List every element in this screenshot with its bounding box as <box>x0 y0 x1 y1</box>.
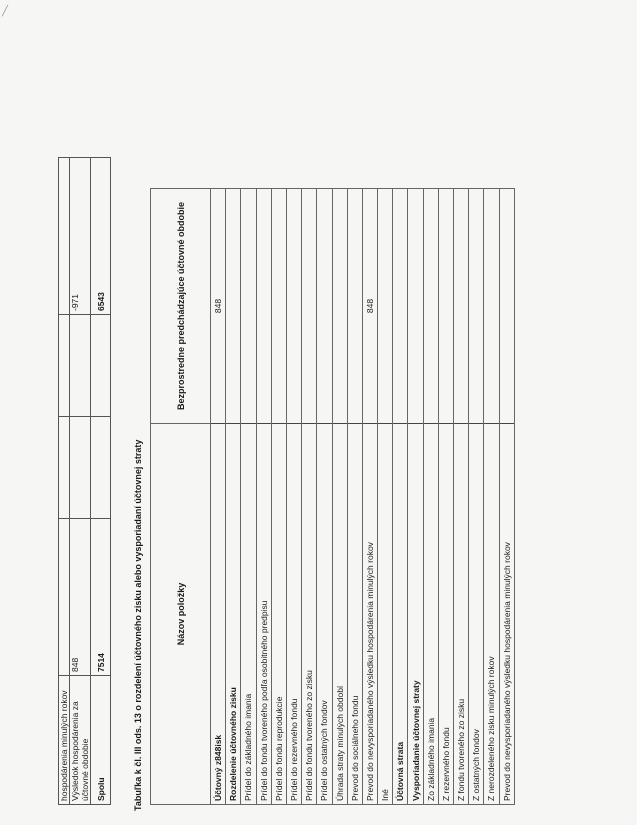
row-label: Prevod do sociálneho fondu <box>347 424 362 805</box>
table-row <box>362 189 377 805</box>
row-value <box>393 189 408 424</box>
table-row <box>347 189 362 805</box>
table-row <box>499 189 514 805</box>
table-row <box>378 189 393 805</box>
summary-table <box>58 157 111 805</box>
table-row <box>256 189 271 805</box>
cell-value <box>70 417 91 519</box>
table-row <box>286 189 301 805</box>
row-label: Z nerozdeleného zisku minulých rokov <box>484 424 499 805</box>
row-value <box>271 189 286 424</box>
cell-value <box>70 315 91 417</box>
cell-value <box>59 519 70 676</box>
cell-value <box>59 158 70 315</box>
table-caption: Tabuľka k čl. III ods. 13 o rozdelení účtovného zisku alebo vysporiadaní účtovnej straty <box>133 439 143 811</box>
row-label: Zo základného imania <box>423 424 438 805</box>
row-label: Prídel do fondu reprodukcie <box>271 424 286 805</box>
row-value <box>378 189 393 424</box>
column-header-value: Bezprostredne predchádzajúce účtovné obdobie <box>151 189 211 424</box>
table-row <box>423 189 438 805</box>
row-label: hospodárenia minulých rokov <box>59 676 70 805</box>
cell-value: -971 <box>70 158 91 315</box>
cell-value <box>91 417 111 519</box>
row-value <box>286 189 301 424</box>
row-label: Rozdelenie účtovného zisku <box>226 424 241 805</box>
distribution-table <box>150 188 515 805</box>
row-label: Prídel do fondu tvoreného zo zisku <box>302 424 317 805</box>
row-value <box>347 189 362 424</box>
row-value <box>226 189 241 424</box>
scan-edge-mark: ╱ <box>2 6 9 17</box>
cell-value <box>59 315 70 417</box>
table-row <box>211 189 226 805</box>
table-row <box>469 189 484 805</box>
table-row-total <box>91 158 111 805</box>
row-label: Z rezervného fondu <box>438 424 453 805</box>
row-label: Prevod do nevysporiadaného výsledku hospodárenia minulých rokov <box>499 424 514 805</box>
table-row <box>271 189 286 805</box>
table-row <box>393 189 408 805</box>
table-row <box>408 189 423 805</box>
row-value <box>302 189 317 424</box>
row-value <box>256 189 271 424</box>
row-value <box>438 189 453 424</box>
cell-value: 7514 <box>91 519 111 676</box>
row-value <box>499 189 514 424</box>
table-row <box>317 189 332 805</box>
row-label: Prevod do nevysporiadaného výsledku hospodárenia minulých rokov <box>362 424 377 805</box>
row-value <box>423 189 438 424</box>
table-row <box>302 189 317 805</box>
row-value <box>241 189 256 424</box>
row-value: 848 <box>362 189 377 424</box>
row-label: Prídel do ostatných fondov <box>317 424 332 805</box>
table-row <box>332 189 347 805</box>
row-label: Prídel do fondu tvoreného podľa osobitného predpisu <box>256 424 271 805</box>
row-label: Iné <box>378 424 393 805</box>
row-label: Z ostatných fondov <box>469 424 484 805</box>
row-label: Účtovný z848isk <box>211 424 226 805</box>
table-header-row <box>151 189 211 805</box>
row-value: 848 <box>211 189 226 424</box>
row-value <box>484 189 499 424</box>
row-label: Spolu <box>91 676 111 805</box>
row-value <box>317 189 332 424</box>
column-header-name: Názov položky <box>151 424 211 805</box>
row-label: Prídel do rezervného fondu <box>286 424 301 805</box>
row-label: Účtovná strata <box>393 424 408 805</box>
cell-value <box>91 315 111 417</box>
row-value <box>332 189 347 424</box>
table-row <box>484 189 499 805</box>
cell-value: 6543 <box>91 158 111 315</box>
row-value <box>469 189 484 424</box>
table-row <box>241 189 256 805</box>
row-value <box>408 189 423 424</box>
table-row <box>226 189 241 805</box>
row-label: Výsledok hospodárenia za účtovné obdobie <box>70 676 91 805</box>
table-row <box>70 158 91 805</box>
table-row <box>438 189 453 805</box>
row-label: Úhrada straty minulých období <box>332 424 347 805</box>
table-row <box>59 158 70 805</box>
row-label: Z fondu tvoreného zo zisku <box>454 424 469 805</box>
cell-value <box>59 417 70 519</box>
row-value <box>454 189 469 424</box>
cell-value: 848 <box>70 519 91 676</box>
row-label: Prídel do základného imania <box>241 424 256 805</box>
row-label: Vysporiadanie účtovnej straty <box>408 424 423 805</box>
table-row <box>454 189 469 805</box>
